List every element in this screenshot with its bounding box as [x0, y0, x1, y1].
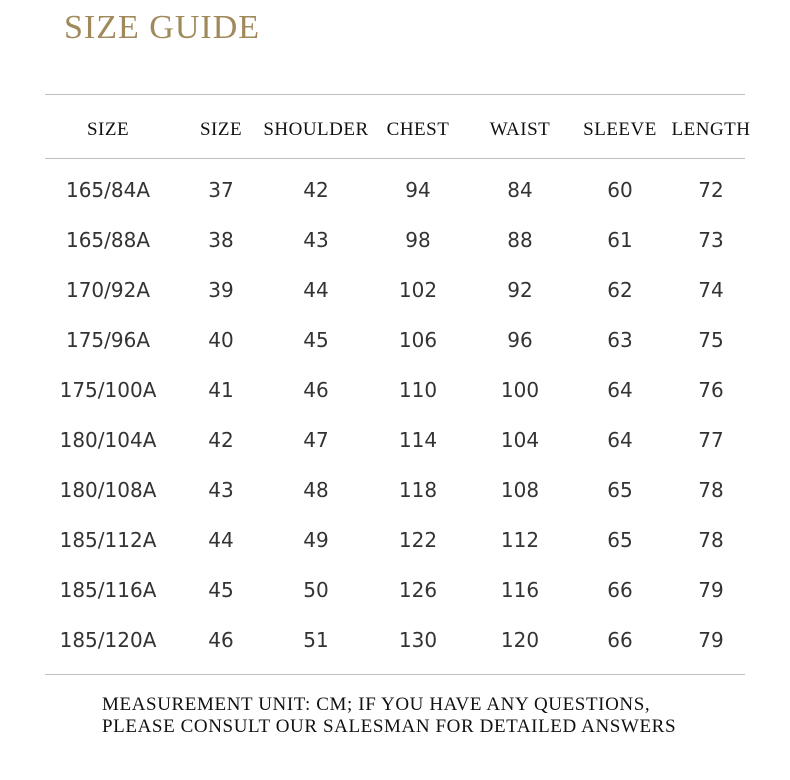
- cell-shoulder: 44: [303, 278, 329, 302]
- cell-sleeve: 66: [607, 578, 633, 602]
- header-size-label: SIZE: [86, 119, 130, 140]
- cell-waist: 104: [500, 428, 540, 452]
- cell-length: 78: [698, 478, 724, 502]
- cell-chest: 106: [398, 328, 438, 352]
- cell-waist: 116: [500, 578, 540, 602]
- cell-waist: 92: [507, 278, 533, 302]
- table-header-row: [0, 112, 790, 148]
- cell-chest: 122: [398, 528, 438, 552]
- cell-shoulder: 42: [303, 178, 329, 202]
- cell-chest: 110: [398, 378, 438, 402]
- cell-sleeve: 65: [607, 478, 633, 502]
- table-row: [0, 415, 790, 465]
- cell-length: 72: [698, 178, 724, 202]
- cell-sleeve: 64: [607, 428, 633, 452]
- cell-shoulder: 43: [303, 228, 329, 252]
- cell-chest: 130: [398, 628, 438, 652]
- cell-size-label: 165/84A: [65, 178, 151, 202]
- table-row: [0, 515, 790, 565]
- cell-chest: 98: [405, 228, 431, 252]
- cell-length: 77: [698, 428, 724, 452]
- header-shoulder: SHOULDER: [263, 119, 369, 140]
- cell-size-label: 180/104A: [59, 428, 157, 452]
- cell-size-number: 40: [208, 328, 234, 352]
- cell-waist: 88: [507, 228, 533, 252]
- cell-size-label: 180/108A: [59, 478, 157, 502]
- cell-length: 73: [698, 228, 724, 252]
- cell-shoulder: 47: [303, 428, 329, 452]
- table-row: [0, 615, 790, 665]
- cell-size-number: 45: [208, 578, 234, 602]
- cell-length: 78: [698, 528, 724, 552]
- table-row: [0, 165, 790, 215]
- cell-sleeve: 66: [607, 628, 633, 652]
- table-bottom-rule: [45, 674, 745, 675]
- cell-size-label: 165/88A: [65, 228, 151, 252]
- table-row: [0, 565, 790, 615]
- header-sleeve: SLEEVE: [583, 119, 657, 140]
- cell-size-number: 44: [208, 528, 234, 552]
- cell-length: 74: [698, 278, 724, 302]
- header-size-number: SIZE: [199, 119, 243, 140]
- cell-shoulder: 49: [303, 528, 329, 552]
- cell-sleeve: 62: [607, 278, 633, 302]
- cell-shoulder: 50: [303, 578, 329, 602]
- cell-size-number: 41: [208, 378, 234, 402]
- cell-chest: 126: [398, 578, 438, 602]
- cell-size-number: 43: [208, 478, 234, 502]
- cell-length: 76: [698, 378, 724, 402]
- table-row: [0, 265, 790, 315]
- cell-size-label: 175/100A: [59, 378, 157, 402]
- cell-size-number: 46: [208, 628, 234, 652]
- table-body: [0, 165, 790, 665]
- cell-size-number: 42: [208, 428, 234, 452]
- cell-waist: 100: [500, 378, 540, 402]
- header-length: LENGTH: [671, 119, 751, 140]
- cell-shoulder: 51: [303, 628, 329, 652]
- cell-size-label: 185/116A: [59, 578, 157, 602]
- cell-sleeve: 63: [607, 328, 633, 352]
- cell-size-label: 185/112A: [59, 528, 157, 552]
- footer-line-2: PLEASE CONSULT OUR SALESMAN FOR DETAILED ANSWERS: [102, 716, 677, 737]
- cell-chest: 102: [398, 278, 438, 302]
- cell-shoulder: 45: [303, 328, 329, 352]
- footer-note: [102, 694, 676, 738]
- cell-waist: 112: [500, 528, 540, 552]
- header-chest: CHEST: [386, 119, 450, 140]
- cell-sleeve: 64: [607, 378, 633, 402]
- cell-length: 79: [698, 628, 724, 652]
- cell-length: 79: [698, 578, 724, 602]
- cell-size-label: 185/120A: [59, 628, 157, 652]
- table-top-rule: [45, 94, 745, 95]
- cell-waist: 84: [507, 178, 533, 202]
- page-title: SIZE GUIDE: [64, 9, 261, 46]
- cell-sleeve: 65: [607, 528, 633, 552]
- cell-size-label: 170/92A: [65, 278, 151, 302]
- cell-shoulder: 46: [303, 378, 329, 402]
- cell-shoulder: 48: [303, 478, 329, 502]
- cell-chest: 114: [398, 428, 438, 452]
- cell-chest: 118: [398, 478, 438, 502]
- cell-size-number: 38: [208, 228, 234, 252]
- table-row: [0, 315, 790, 365]
- table-header-rule: [45, 158, 745, 159]
- cell-waist: 96: [507, 328, 533, 352]
- cell-sleeve: 61: [607, 228, 633, 252]
- cell-waist: 120: [500, 628, 540, 652]
- table-row: [0, 365, 790, 415]
- cell-length: 75: [698, 328, 724, 352]
- cell-chest: 94: [405, 178, 431, 202]
- cell-sleeve: 60: [607, 178, 633, 202]
- cell-waist: 108: [500, 478, 540, 502]
- cell-size-number: 37: [208, 178, 234, 202]
- table-row: [0, 215, 790, 265]
- header-waist: WAIST: [489, 119, 551, 140]
- table-row: [0, 465, 790, 515]
- cell-size-number: 39: [208, 278, 234, 302]
- cell-size-label: 175/96A: [65, 328, 151, 352]
- footer-line-1: MEASUREMENT UNIT: CM; IF YOU HAVE ANY QUESTIONS,: [102, 694, 651, 715]
